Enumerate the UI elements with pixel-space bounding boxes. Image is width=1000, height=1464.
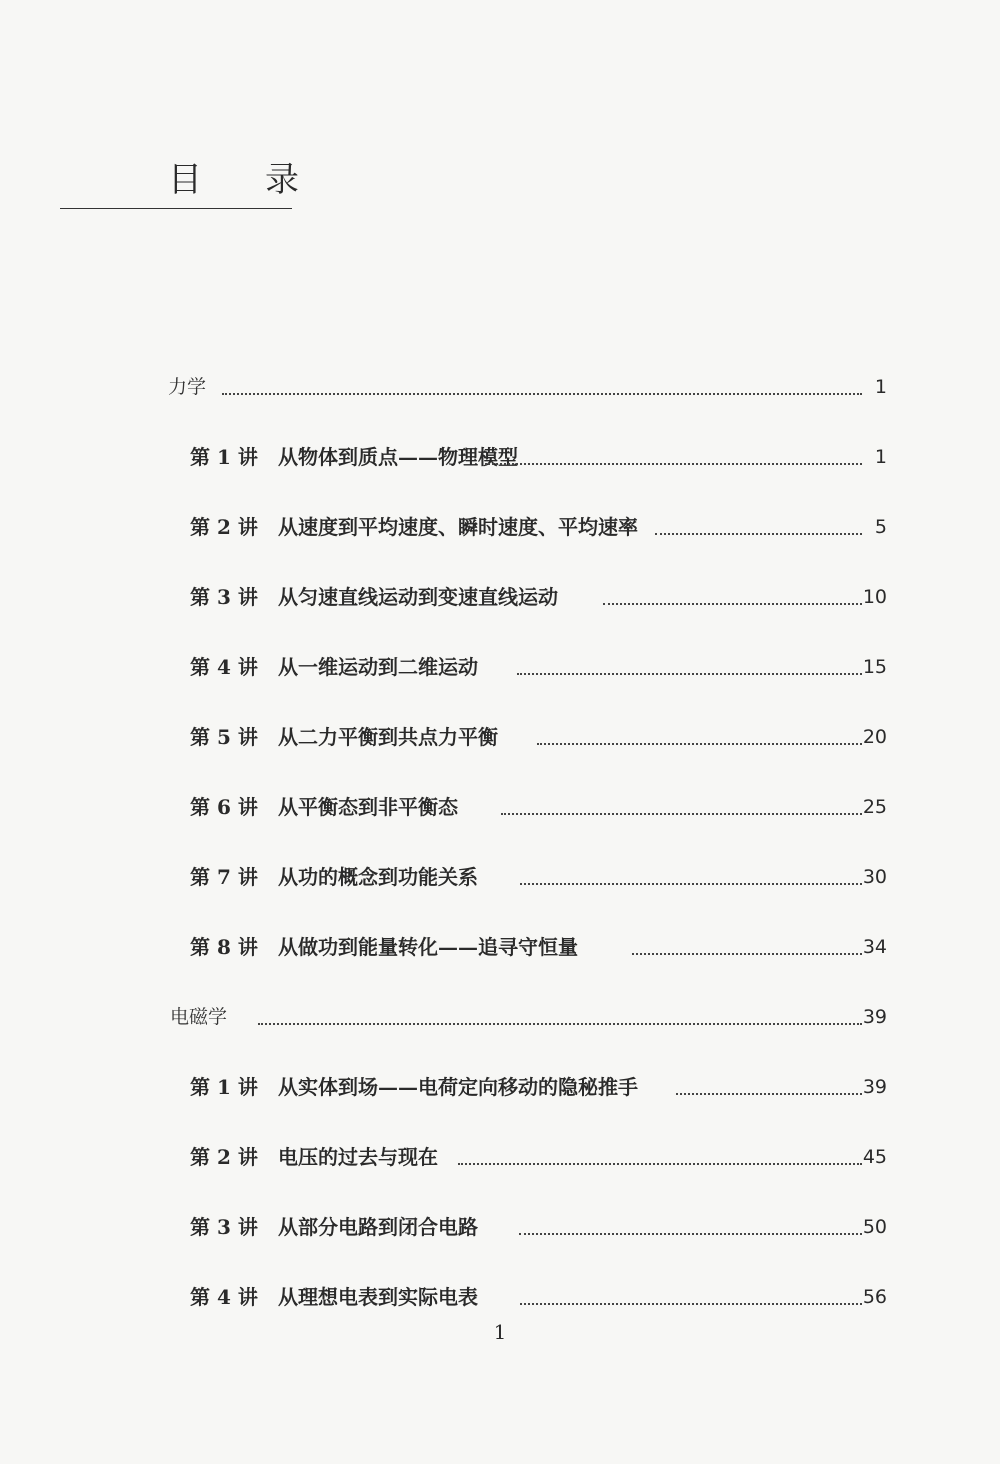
lecture-number: 第 6 讲 (190, 795, 258, 819)
toc-entry (0, 1210, 1000, 1244)
lecture-title: 从功的概念到功能关系 (278, 865, 478, 889)
toc-entry (0, 510, 1000, 544)
toc-entry (0, 650, 1000, 684)
toc-entry (0, 720, 1000, 754)
leader-dots (485, 429, 862, 465)
toc-page-number[interactable]: 39 (862, 1006, 887, 1028)
lecture-number: 第 2 讲 (190, 515, 258, 539)
toc-page-number[interactable]: 39 (862, 1076, 887, 1098)
lecture-title: 从平衡态到非平衡态 (278, 795, 458, 819)
toc-entry (0, 1280, 1000, 1314)
toc-entry (0, 1070, 1000, 1104)
toc-section (0, 370, 1000, 404)
leader-dots (458, 1129, 862, 1165)
leader-dots (655, 499, 862, 535)
lecture-title: 从理想电表到实际电表 (278, 1285, 478, 1309)
toc-page-number[interactable]: 20 (862, 726, 887, 748)
leader-dots (258, 989, 862, 1025)
toc-entry (0, 1140, 1000, 1174)
toc-page-number[interactable]: 30 (862, 866, 887, 888)
lecture-number: 第 4 讲 (190, 655, 258, 679)
page-number: 1 (493, 1320, 507, 1344)
lecture-title: 从实体到场——电荷定向移动的隐秘推手 (278, 1075, 638, 1099)
lecture-number: 第 1 讲 (190, 445, 258, 469)
leader-dots (517, 639, 862, 675)
leader-dots (603, 569, 862, 605)
toc-page-number[interactable]: 56 (862, 1286, 887, 1308)
lecture-title: 从做功到能量转化——追寻守恒量 (278, 935, 578, 959)
toc-page-number[interactable]: 50 (862, 1216, 887, 1238)
title-char-1: 目 (168, 160, 204, 200)
toc-entry (0, 930, 1000, 964)
toc-page-number[interactable]: 25 (862, 796, 887, 818)
lecture-number: 第 5 讲 (190, 725, 258, 749)
toc-page-number[interactable]: 5 (874, 516, 887, 538)
lecture-title: 从二力平衡到共点力平衡 (278, 725, 498, 749)
leader-dots (520, 1269, 862, 1305)
section-label: 力学 (168, 376, 207, 398)
toc-page-number[interactable]: 34 (862, 936, 887, 958)
lecture-title: 从匀速直线运动到变速直线运动 (278, 585, 558, 609)
toc-entry (0, 580, 1000, 614)
section-label: 电磁学 (170, 1006, 228, 1028)
leader-dots (537, 709, 862, 745)
lecture-number: 第 8 讲 (190, 935, 258, 959)
toc-page-number[interactable]: 15 (862, 656, 887, 678)
toc-entry (0, 790, 1000, 824)
leader-dots (519, 1199, 862, 1235)
lecture-number: 第 4 讲 (190, 1285, 258, 1309)
leader-dots (676, 1059, 862, 1095)
toc-page-number[interactable]: 45 (862, 1146, 887, 1168)
leader-dots (520, 849, 862, 885)
leader-dots (222, 359, 862, 395)
toc-page-number[interactable]: 10 (862, 586, 887, 608)
lecture-number: 第 3 讲 (190, 1215, 258, 1239)
leader-dots (632, 919, 862, 955)
lecture-title: 电压的过去与现在 (278, 1145, 438, 1169)
lecture-number: 第 1 讲 (190, 1075, 258, 1099)
toc-entry (0, 860, 1000, 894)
lecture-number: 第 3 讲 (190, 585, 258, 609)
toc-page-number[interactable]: 1 (874, 376, 887, 398)
lecture-number: 第 7 讲 (190, 865, 258, 889)
title-char-2: 录 (265, 160, 301, 200)
page-title (60, 152, 301, 209)
lecture-title: 从部分电路到闭合电路 (278, 1215, 478, 1239)
lecture-title: 从物体到质点——物理模型 (278, 445, 518, 469)
leader-dots (501, 779, 862, 815)
lecture-title: 从速度到平均速度、瞬时速度、平均速率 (278, 515, 638, 539)
lecture-number: 第 2 讲 (190, 1145, 258, 1169)
toc-page-number[interactable]: 1 (874, 446, 887, 468)
toc-entry (0, 440, 1000, 474)
toc-section (0, 1000, 1000, 1034)
lecture-title: 从一维运动到二维运动 (278, 655, 478, 679)
